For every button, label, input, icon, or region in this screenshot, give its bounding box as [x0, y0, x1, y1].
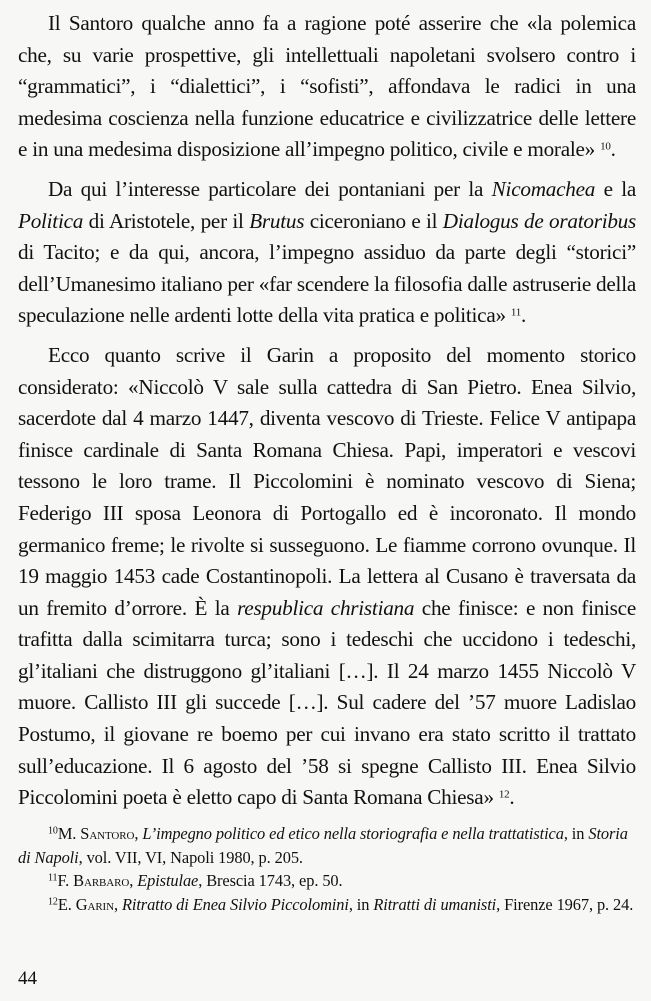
page-number: 44	[18, 968, 37, 989]
footnote-10	[18, 822, 636, 869]
text-run: Ecco quanto scrive il Garin a proposito del momento storico considerato: «Niccolò V sale sulla cattedra di San Pietro. Enea Silvio, sacerdote dal 4 marzo 1447, diventa vescovo di Trieste. Felice V antipapa finisce cardinale di Santa Romana Chiesa. Papi, imperatori e vescovi tessono le loro trame. Il Piccolomini è nominato vescovo di Siena; Federigo III sposa Leonora di Portogallo ed è incoronato. Il mondo germanico freme; le rivolte si susseguono. Le fiamme corrono ovunque. Il 19 maggio 1453 cade Costantinopoli. La lettera al Cusano è traversata da un fremito d’orrore. È la	[18, 342, 636, 620]
paragraph-2	[18, 174, 636, 332]
italic-text: Storia di Napoli	[18, 824, 628, 867]
italic-text: Epistulae	[137, 871, 199, 891]
author-name: Barbaro	[73, 871, 130, 891]
text-run: che finisce: e non finisce trafitta dalla scimitarra turca; sono i tedeschi che uccidono i tedeschi, gl’italiani che distruggono gl’italiani […]. Il 24 marzo 1455 Niccolò V muore. Callisto III gli succede […]. Sul cadere del ’57 muore Ladislao Postumo, il giovane re boemo per cui invano era stato scritto il trattato sull’educazione. Il 6 agosto del ’58 si spegne Callisto III. Enea Silvio Piccolomini poeta è eletto capo di Santa Romana Chiesa»	[18, 595, 636, 810]
body-text	[18, 8, 636, 822]
text-run: M.	[57, 824, 81, 843]
footnote-ref: 11	[510, 306, 521, 319]
text-run: , in	[348, 894, 374, 914]
text-run: ciceroniano e il	[304, 208, 443, 233]
text-run: ,	[113, 894, 122, 914]
footnote-ref: 12	[48, 896, 58, 908]
text-run: , vol. VII, VI, Napoli 1980, p. 205.	[78, 847, 303, 867]
text-run: , Firenze 1967, p. 24.	[496, 894, 634, 914]
italic-text: Dialogus de oratoribus	[442, 208, 637, 233]
italic-text: Ritratto di Enea Silvio Piccolomini	[121, 894, 349, 914]
author-name: Santoro	[80, 824, 135, 843]
text-run: F.	[57, 871, 74, 891]
paragraph-1	[18, 8, 636, 166]
text-run: .	[520, 303, 527, 328]
text-run: , in	[563, 824, 589, 843]
italic-text: respublica christiana	[237, 595, 415, 620]
text-run: ,	[129, 871, 138, 891]
footnote-11	[18, 869, 636, 893]
footnotes	[18, 822, 636, 916]
footnote-ref: 12	[498, 788, 510, 801]
author-name: Garin	[75, 894, 114, 914]
text-run: ,	[134, 824, 143, 843]
footnote-ref: 11	[48, 872, 58, 884]
italic-text: Politica	[18, 208, 84, 233]
text-run: di Tacito; e da qui, ancora, l’impegno assiduo da parte degli “storici” dell’Umanesimo italiano per «far scendere la filosofia dalle astruserie della speculazione nelle ardenti lotte della vita pratica e politica»	[18, 240, 636, 328]
text-run: e la	[595, 176, 636, 201]
text-run: E.	[57, 894, 76, 914]
text-run: Il Santoro qualche anno fa a ragione poté asserire che «la polemica che, su varie prospettive, gli intellettuali napoletani svolsero contro i “grammatici”, i “dialettici”, i “sofisti”, affondava le radici in una medesima coscienza nella funzione educatrice e civilizzatrice delle lettere e in una medesima disposizione all’impegno politico, civile e morale»	[18, 11, 636, 162]
text-run: .	[610, 137, 616, 162]
footnote-ref: 10	[600, 140, 611, 153]
paragraph-3	[18, 340, 636, 814]
italic-text: Nicomachea	[491, 176, 596, 201]
text-run: , Brescia 1743, ep. 50.	[198, 871, 343, 891]
footnote-ref: 10	[48, 825, 58, 837]
italic-text: L’impegno politico ed etico nella storiografia e nella trattatistica	[142, 824, 564, 843]
italic-text: Brutus	[249, 208, 305, 233]
footnote-12	[18, 893, 636, 917]
italic-text: Ritratti di umanisti	[373, 894, 497, 914]
text-run: di Aristotele, per il	[83, 208, 250, 233]
text-run: .	[509, 785, 515, 810]
text-run: Da qui l’interesse particolare dei pontaniani per la	[48, 176, 492, 201]
